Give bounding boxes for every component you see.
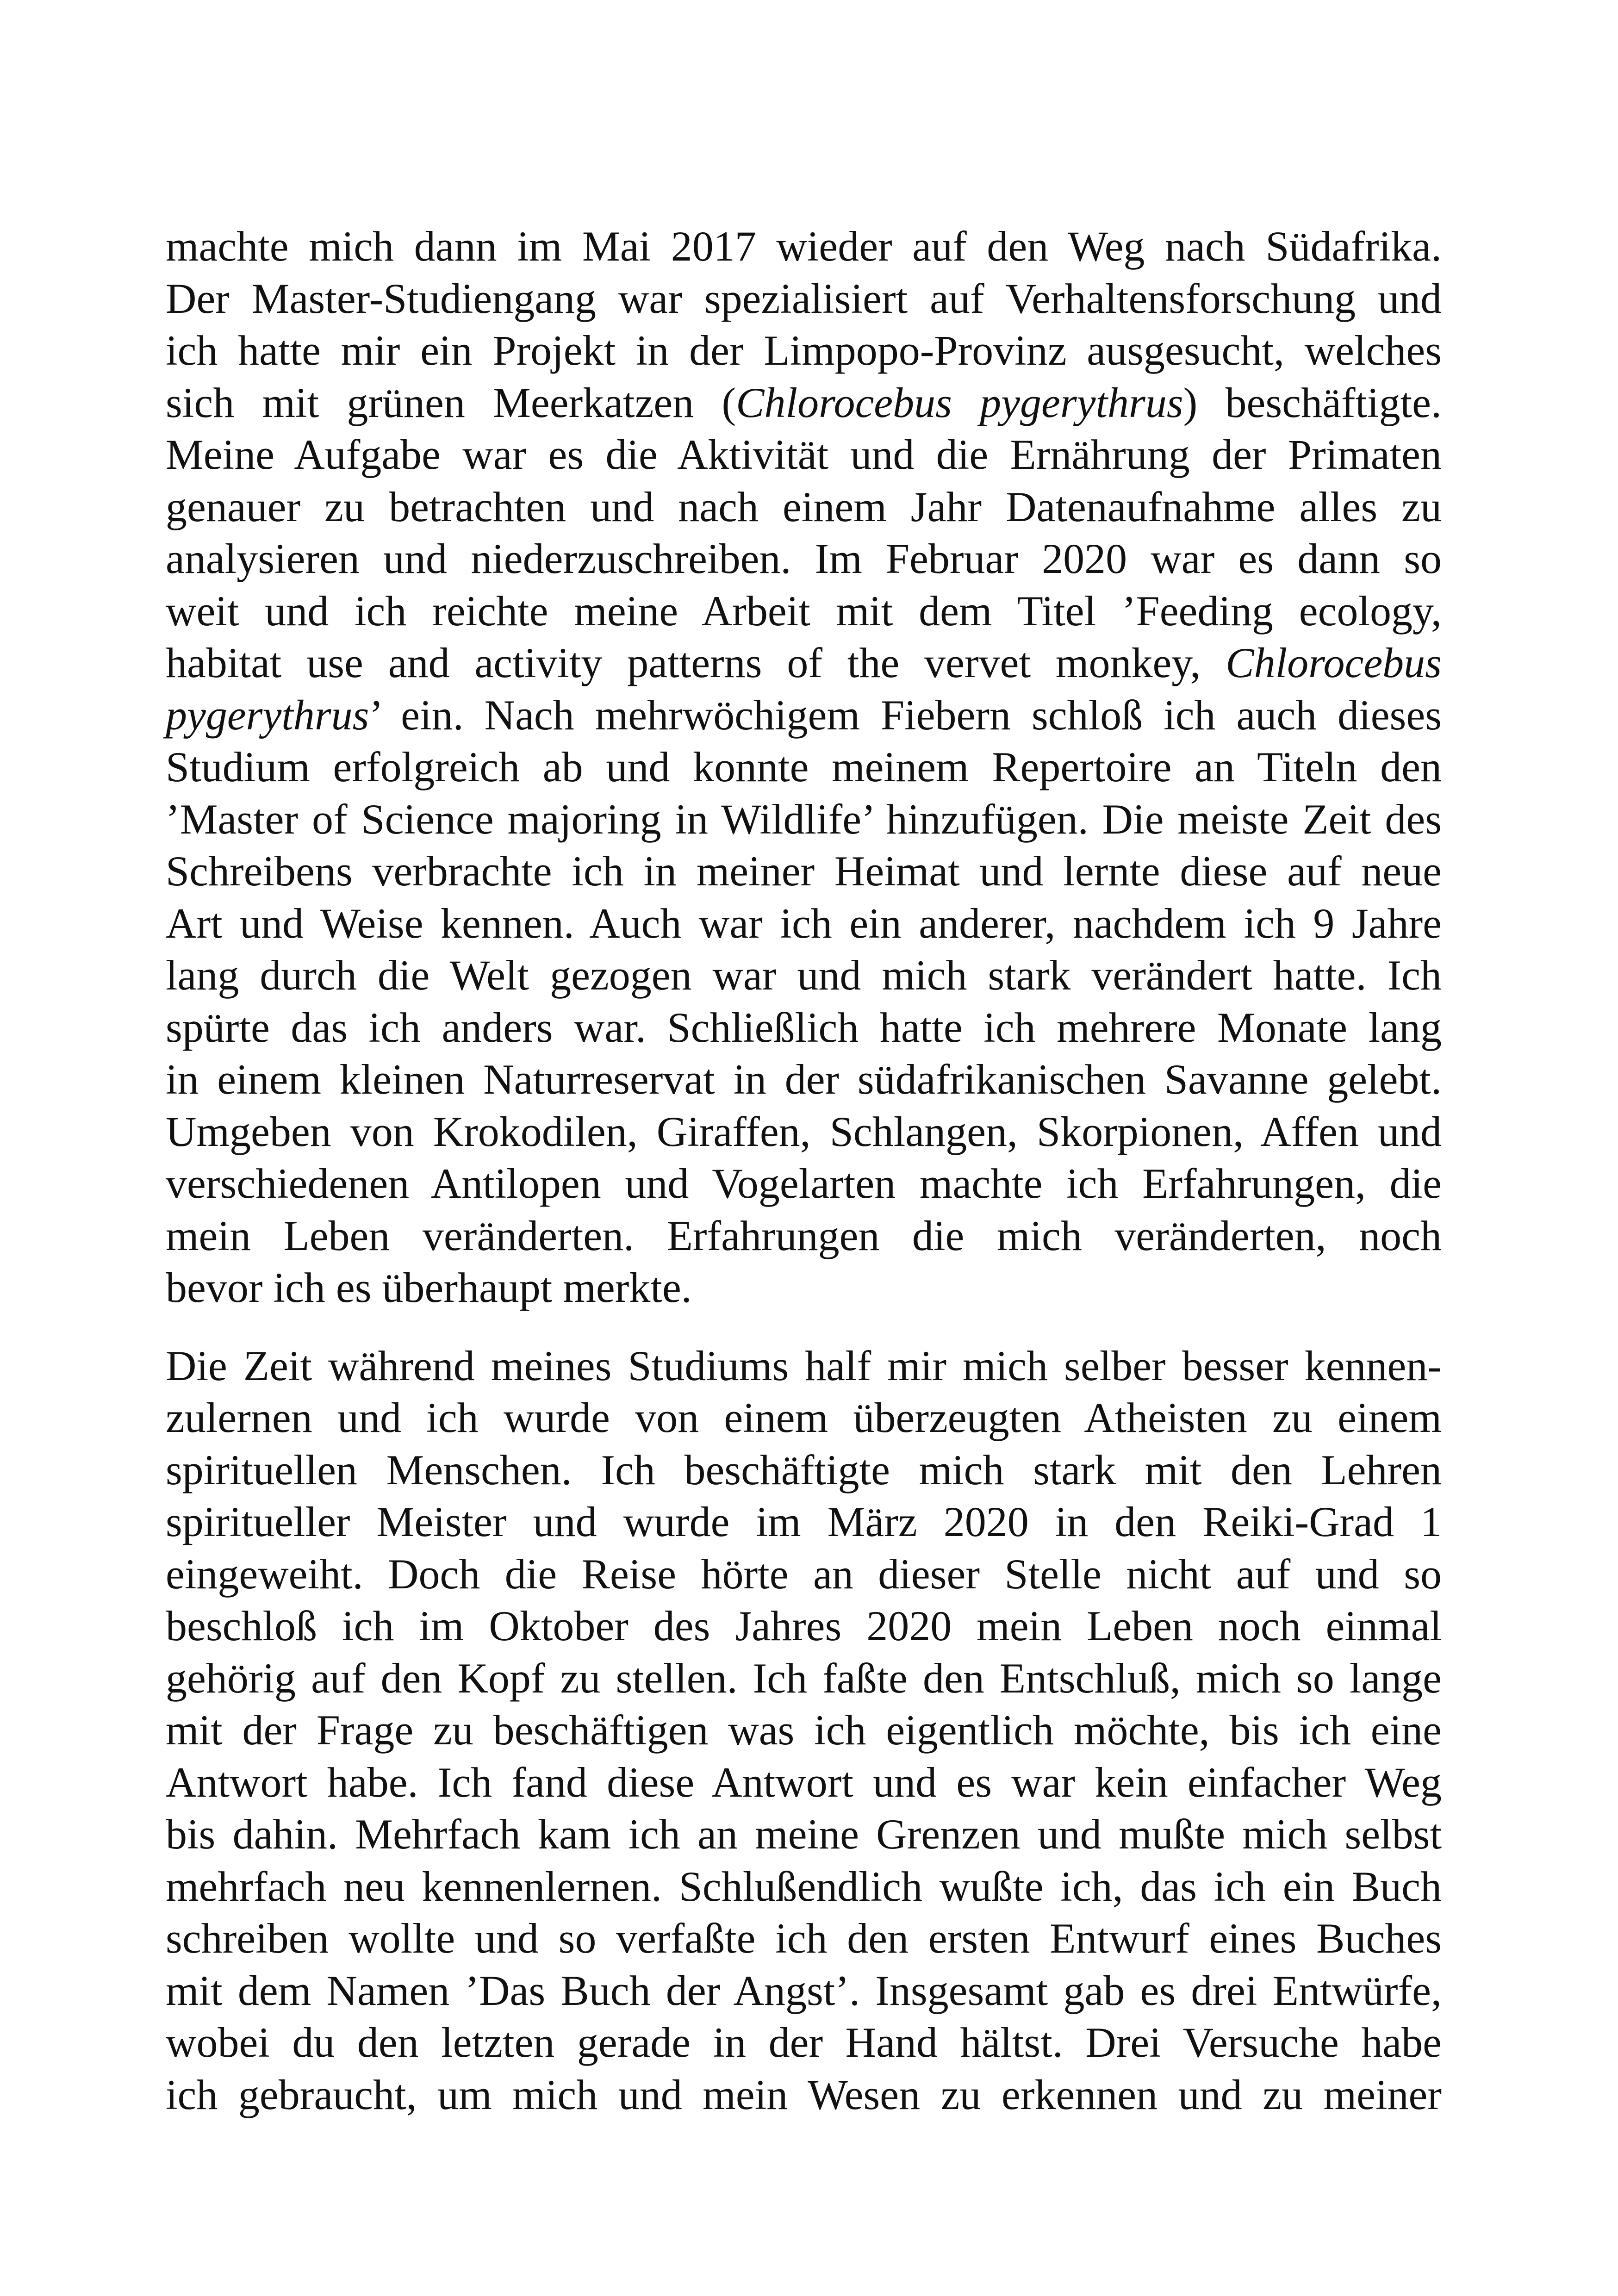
text-line (166, 377, 1442, 429)
text-span: ) beschäftigte. (1183, 379, 1442, 426)
text-span: bis dahin. Mehrfach kam ich an meine Grenzen und mußte mich selbst (166, 1811, 1442, 1858)
text-line (166, 741, 1442, 793)
text-line (166, 1756, 1442, 1809)
text-line (166, 689, 1442, 741)
text-span: Die Zeit während meines Studiums half mir mich selber besser kennen- (166, 1342, 1442, 1389)
text-line (166, 1704, 1442, 1756)
text-span: schreiben wollte und so verfaßte ich den ersten Entwurf eines Buches (166, 1915, 1442, 1962)
italic-text: Chlorocebus (1226, 639, 1442, 686)
text-span: beschloß ich im Oktober des Jahres 2020 mein Leben noch einmal (166, 1602, 1442, 1649)
text-span: Umgeben von Krokodilen, Giraffen, Schlangen, Skorpionen, Affen und (166, 1108, 1442, 1155)
text-line (166, 1444, 1442, 1496)
text-span: gehörig auf den Kopf zu stellen. Ich faßte den Entschluß, mich so lange (166, 1654, 1442, 1702)
italic-text: pygerythrus (166, 691, 369, 739)
text-span: ich hatte mir ein Projekt in der Limpopo-Provinz ausgesucht, welches (166, 327, 1442, 374)
text-line (166, 1652, 1442, 1705)
text-line (166, 1965, 1442, 2017)
text-line (166, 949, 1442, 1002)
text-line (166, 793, 1442, 846)
text-line (166, 273, 1442, 325)
text-span: mein Leben veränderten. Erfahrungen die mich veränderten, noch (166, 1212, 1442, 1259)
text-line (166, 1210, 1442, 1262)
text-span: in einem kleinen Naturreservat in der südafrikanischen Savanne gelebt. (166, 1056, 1442, 1103)
text-line (166, 585, 1442, 637)
text-span: weit und ich reichte meine Arbeit mit dem Titel ’Feeding ecology, (166, 587, 1442, 635)
text-line (166, 429, 1442, 481)
text-line (166, 1053, 1442, 1106)
text-line (166, 1340, 1442, 1392)
text-span: Meine Aufgabe war es die Aktivität und die Ernährung der Primaten (166, 431, 1442, 478)
text-span: sich mit grünen Meerkatzen ( (166, 379, 736, 426)
text-line (166, 1106, 1442, 1158)
text-line (166, 1548, 1442, 1600)
text-line (166, 2069, 1442, 2121)
text-span: lang durch die Welt gezogen war und mich stark verändert hatte. Ich (166, 952, 1442, 999)
text-span: spürte das ich anders war. Schließlich hatte ich mehrere Monate lang (166, 1003, 1442, 1051)
text-span: machte mich dann im Mai 2017 wieder auf den Weg nach Südafrika. (166, 223, 1442, 270)
text-line (166, 1392, 1442, 1444)
text-line (166, 1912, 1442, 1965)
text-span: spiritueller Meister und wurde im März 2020 in den Reiki-Grad 1 (166, 1498, 1442, 1545)
text-line (166, 2016, 1442, 2069)
paragraph (166, 1340, 1442, 2121)
text-span: zulernen und ich wurde von einem überzeugten Atheisten zu einem (166, 1394, 1442, 1441)
text-line (166, 637, 1442, 689)
text-span: genauer zu betrachten und nach einem Jahr Datenaufnahme alles zu (166, 483, 1442, 530)
text-line (166, 324, 1442, 377)
text-line (166, 1002, 1442, 1054)
text-line (166, 1860, 1442, 1913)
text-span: analysieren und niederzuschreiben. Im Februar 2020 war es dann so (166, 535, 1442, 582)
text-line (166, 1262, 1442, 1314)
text-span: ich gebraucht, um mich und mein Wesen zu erkennen und zu meiner (166, 2071, 1442, 2118)
text-span: Der Master-Studiengang war spezialisiert auf Verhaltensforschung und (166, 274, 1442, 322)
text-line (166, 1600, 1442, 1652)
text-span: eingeweiht. Doch die Reise hörte an dieser Stelle nicht auf und so (166, 1550, 1442, 1598)
text-span: bevor ich es überhaupt merkte. (166, 1264, 692, 1311)
text-line (166, 481, 1442, 533)
text-line (166, 897, 1442, 950)
text-line (166, 1157, 1442, 1210)
text-span: Schreibens verbrachte ich in meiner Heimat und lernte diese auf neue (166, 847, 1442, 895)
text-span: mit der Frage zu beschäftigen was ich eigentlich möchte, bis ich eine (166, 1706, 1442, 1754)
text-line (166, 533, 1442, 585)
text-span: Art und Weise kennen. Auch war ich ein anderer, nachdem ich 9 Jahre (166, 899, 1442, 947)
text-span: Antwort habe. Ich fand diese Antwort und es war kein einfacher Weg (166, 1758, 1442, 1806)
text-span: Studium erfolgreich ab und konnte meinem Repertoire an Titeln den (166, 743, 1442, 790)
italic-text: Chlorocebus pygerythrus (736, 379, 1183, 426)
text-span: mehrfach neu kennenlernen. Schlußendlich wußte ich, das ich ein Buch (166, 1862, 1442, 1910)
text-span: spirituellen Menschen. Ich beschäftigte mich stark mit den Lehren (166, 1446, 1442, 1493)
text-span: mit dem Namen ’Das Buch der Angst’. Insgesamt gab es drei Entwürfe, (166, 1966, 1442, 2014)
text-line (166, 1496, 1442, 1548)
text-span: wobei du den letzten gerade in der Hand hältst. Drei Versuche habe (166, 2019, 1442, 2066)
paragraph (166, 220, 1442, 1314)
text-line (166, 1808, 1442, 1860)
text-span: ’ ein. Nach mehrwöchigem Fiebern schloß ich auch dieses (369, 691, 1442, 739)
text-span: verschiedenen Antilopen und Vogelarten machte ich Erfahrungen, die (166, 1160, 1442, 1207)
text-line (166, 220, 1442, 273)
book-page-body (166, 220, 1442, 2121)
text-line (166, 845, 1442, 897)
text-span: habitat use and activity patterns of the vervet monkey, (166, 639, 1226, 686)
text-span: ’Master of Science majoring in Wildlife’ hinzufügen. Die meiste Zeit des (166, 795, 1442, 843)
